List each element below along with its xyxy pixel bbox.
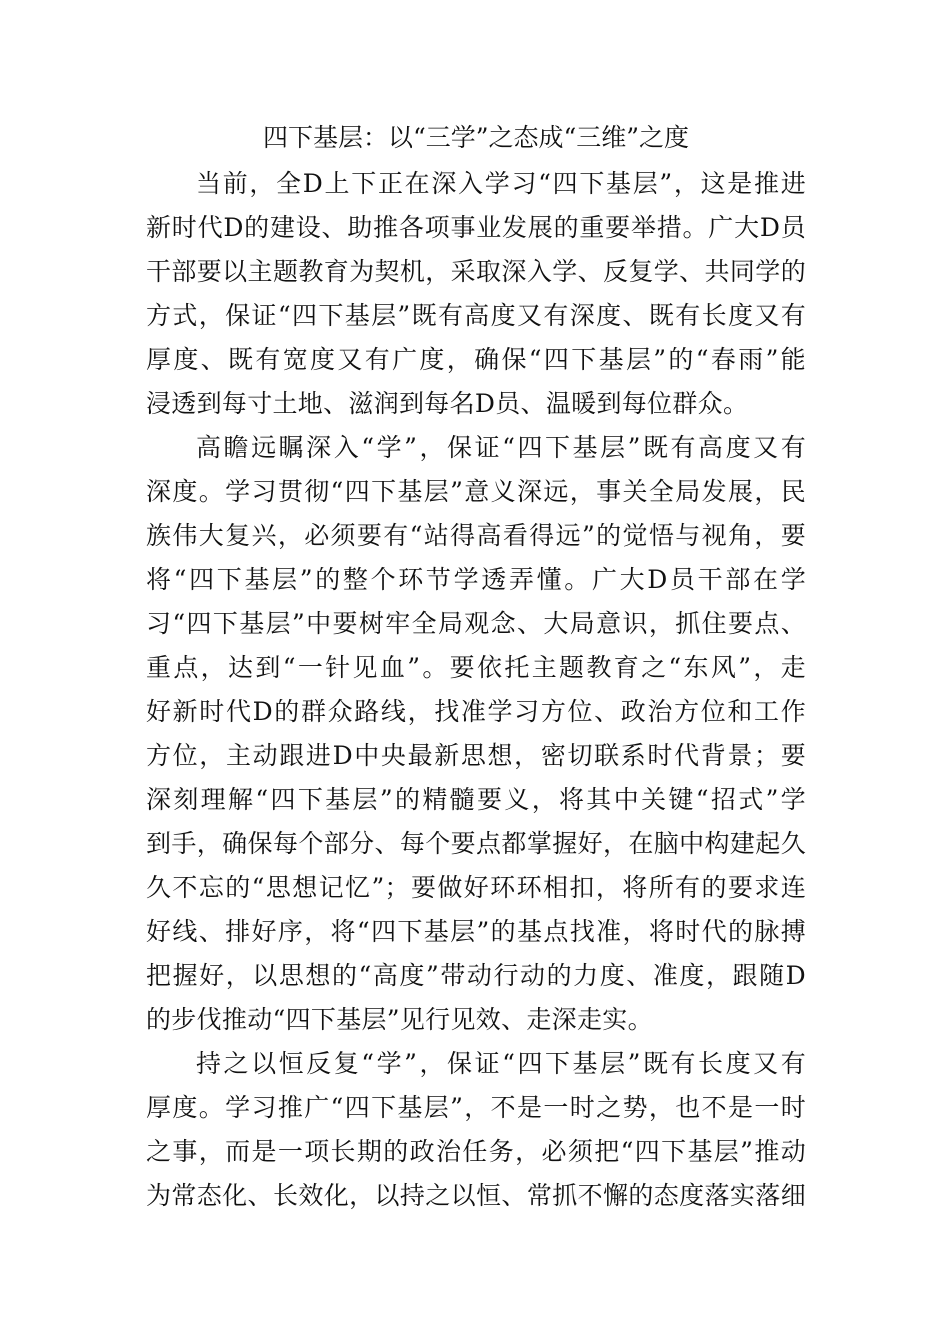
text-line: 为常态化、长效化，以持之以恒、常抓不懈的态度落实落细 (146, 1181, 806, 1210)
text-line: 浸透到每寸土地、滋润到每名D员、温暖到每位群众。 (146, 389, 749, 418)
text-line: 久不忘的“思想记忆”；要做好环环相扣，将所有的要求连 (146, 873, 806, 902)
text-line: 好新时代D的群众路线，找准学习方位、政治方位和工作 (146, 697, 806, 726)
text-line: 之事，而是一项长期的政治任务，必须把“四下基层”推动 (146, 1137, 806, 1166)
text-line: 习“四下基层”中要树牢全局观念、大局意识，抓住要点、 (146, 609, 806, 638)
text-line: 高瞻远瞩深入“学”，保证“四下基层”既有高度又有 (196, 433, 806, 462)
text-line: 重点，达到“一针见血”。要依托主题教育之“东风”，走 (146, 653, 806, 682)
text-line: 方式，保证“四下基层”既有高度又有深度、既有长度又有 (146, 301, 806, 330)
paragraph (146, 162, 806, 426)
text-line: 新时代D的建设、助推各项事业发展的重要举措。广大D员 (146, 213, 806, 242)
text-line: 到手，确保每个部分、每个要点都掌握好，在脑中构建起久 (146, 829, 806, 858)
text-line: 深度。学习贯彻“四下基层”意义深远，事关全局发展，民 (146, 477, 806, 506)
text-line: 方位，主动跟进D中央最新思想，密切联系时代背景；要 (146, 741, 806, 770)
text-line: 持之以恒反复“学”，保证“四下基层”既有长度又有 (196, 1049, 806, 1078)
text-line: 的步伐推动“四下基层”见行见效、走深走实。 (146, 1005, 653, 1034)
paragraph (146, 426, 806, 1042)
text-line: 好线、排好序，将“四下基层”的基点找准，将时代的脉搏 (146, 917, 806, 946)
text-line: 将“四下基层”的整个环节学透弄懂。广大D员干部在学 (146, 565, 806, 594)
text-line: 深刻理解“四下基层”的精髓要义，将其中关键“招式”学 (146, 785, 806, 814)
document-body (146, 162, 806, 1218)
text-line: 当前，全D上下正在深入学习“四下基层”，这是推进 (196, 169, 806, 198)
text-line: 厚度。学习推广“四下基层”，不是一时之势，也不是一时 (146, 1093, 806, 1122)
paragraph (146, 1042, 806, 1218)
text-line: 族伟大复兴，必须要有“站得高看得远”的觉悟与视角，要 (146, 521, 806, 550)
document-title: 四下基层：以“三学”之态成“三维”之度 (262, 123, 690, 152)
text-line: 干部要以主题教育为契机，采取深入学、反复学、共同学的 (146, 257, 806, 286)
text-line: 把握好，以思想的“高度”带动行动的力度、准度，跟随D (146, 961, 806, 990)
text-line: 厚度、既有宽度又有广度，确保“四下基层”的“春雨”能 (146, 345, 806, 374)
